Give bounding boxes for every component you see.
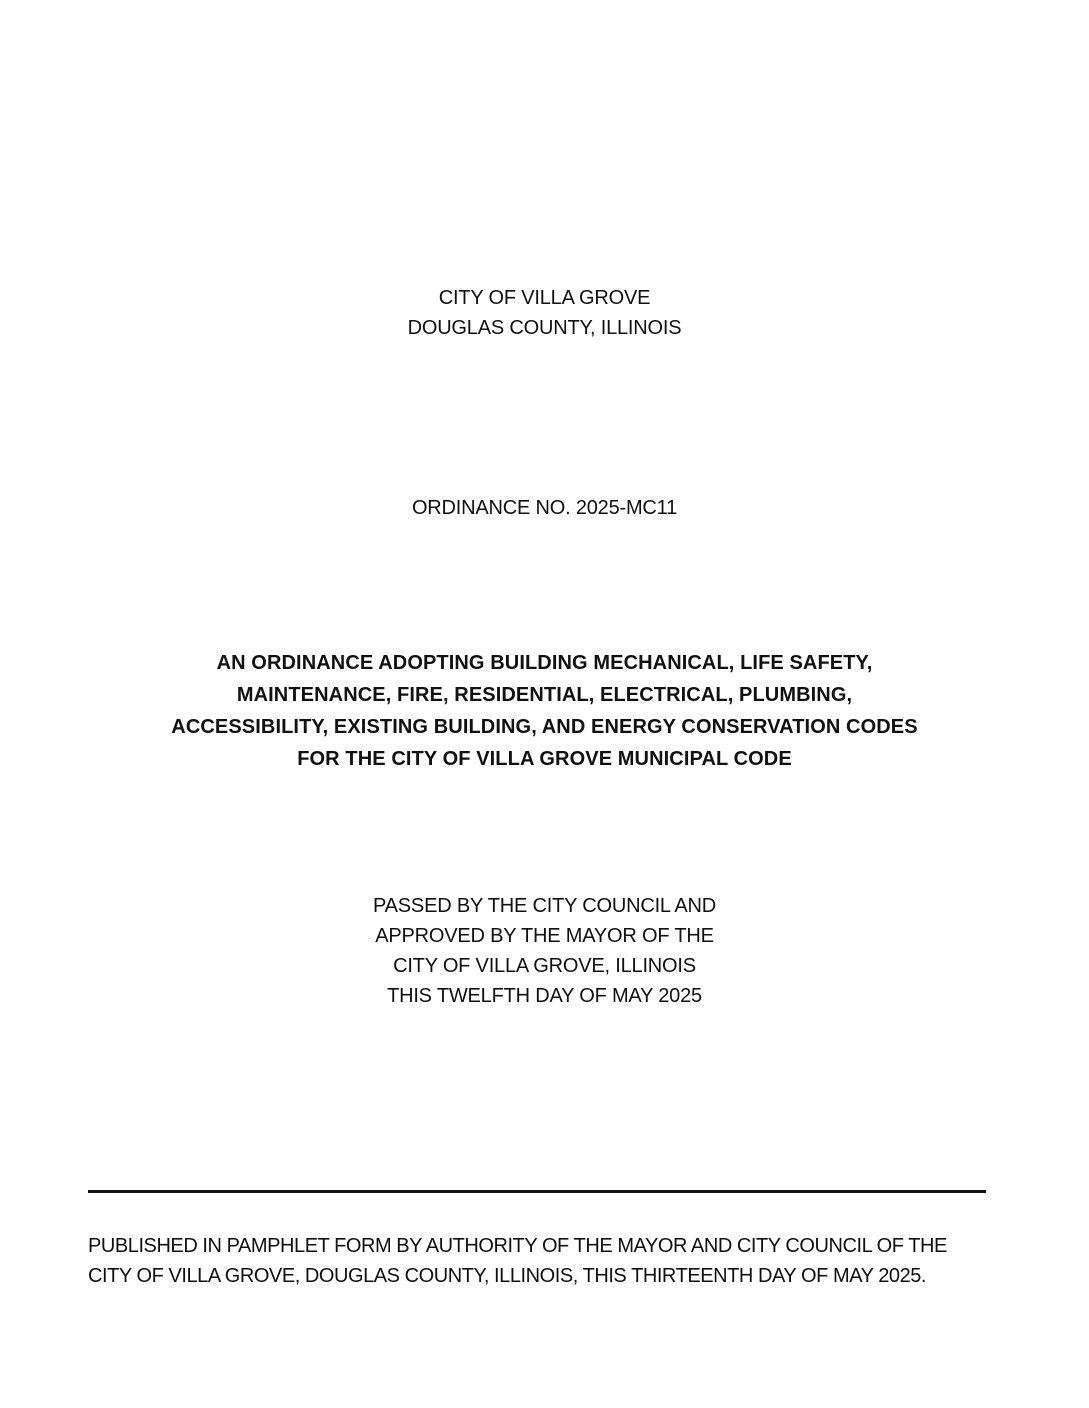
passage-line: APPROVED BY THE MAYOR OF THE [375, 925, 714, 947]
document-header [0, 283, 1089, 343]
county-name: DOUGLAS COUNTY, ILLINOIS [407, 317, 682, 339]
city-name: CITY OF VILLA GROVE [438, 287, 651, 309]
ordinance-number-text: ORDINANCE NO. 2025-MC11 [411, 497, 678, 519]
passage-line: PASSED BY THE CITY COUNCIL AND [373, 895, 716, 917]
passage-statement [0, 891, 1089, 1011]
title-line: ACCESSIBILITY, EXISTING BUILDING, AND ENERGY CONSERVATION CODES [171, 716, 918, 738]
passage-line: CITY OF VILLA GROVE, ILLINOIS [393, 955, 696, 977]
ordinance-number [0, 493, 1089, 523]
passage-line: THIS TWELFTH DAY OF MAY 2025 [387, 985, 702, 1007]
publication-line: PUBLISHED IN PAMPHLET FORM BY AUTHORITY OF THE MAYOR AND CITY COUNCIL OF THE [88, 1235, 947, 1257]
ordinance-title [0, 647, 1089, 775]
publication-line: CITY OF VILLA GROVE, DOUGLAS COUNTY, ILLINOIS, THIS THIRTEENTH DAY OF MAY 2025. [88, 1265, 927, 1287]
title-line: FOR THE CITY OF VILLA GROVE MUNICIPAL CODE [297, 748, 792, 770]
title-line: AN ORDINANCE ADOPTING BUILDING MECHANICAL, LIFE SAFETY, [216, 652, 873, 674]
publication-statement [88, 1231, 1008, 1291]
title-line: MAINTENANCE, FIRE, RESIDENTIAL, ELECTRICAL, PLUMBING, [236, 684, 853, 706]
horizontal-divider [88, 1190, 986, 1193]
